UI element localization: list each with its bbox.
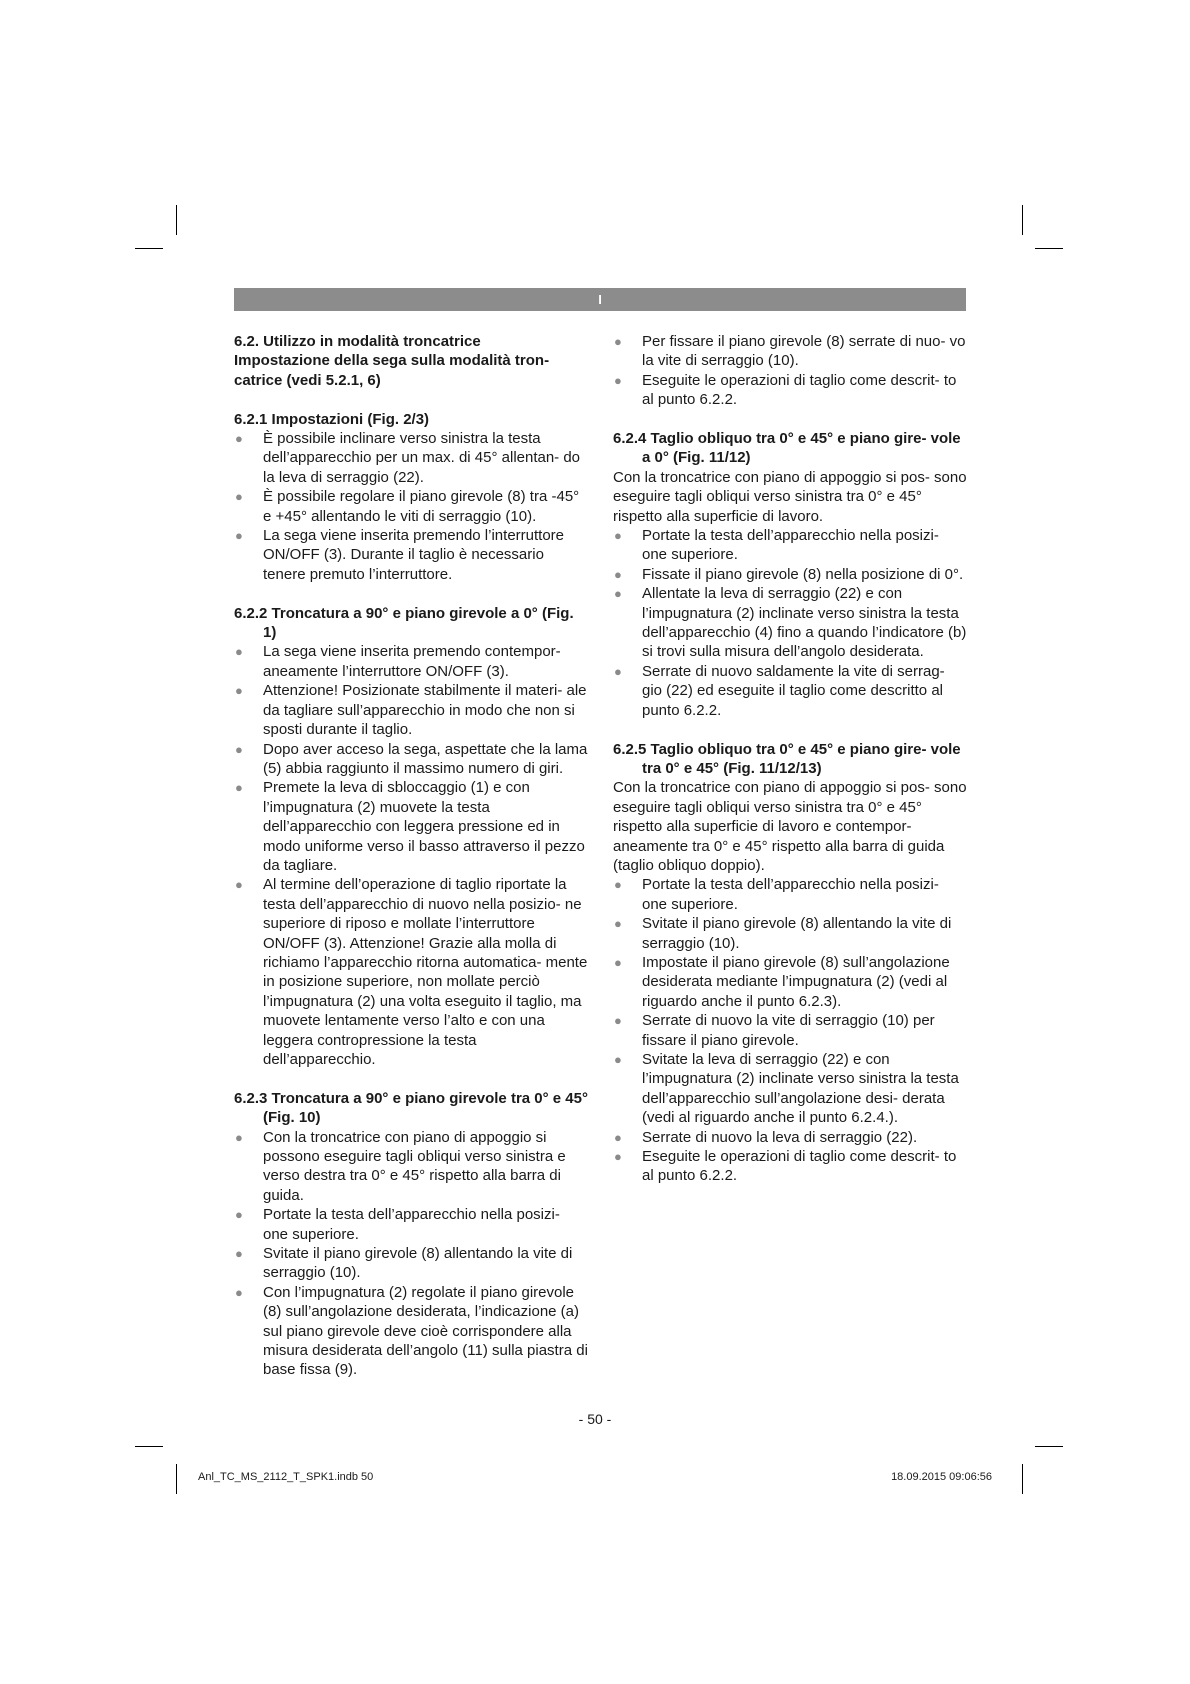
list-item: ● Con l’impugnatura (2) regolate il piano girevole (8) sull’angolazione desiderata, l’indicazione (a) sul piano girevole deve cioè corrispondere alla misura desiderata dell’angolo (11) sulla piastra di base fissa (9). — [235, 1283, 588, 1379]
bullet-icon: ● — [614, 586, 622, 602]
bullet-list — [613, 875, 968, 1186]
bullet-icon: ● — [235, 644, 243, 660]
list-item: ● Svitate la leva di serraggio (22) e con l’impugnatura (2) inclinate verso sinistra la testa dell’apparecchio sull’angolazione desi- derata (vedi al riguardo anche il punto 6.2.4.). — [614, 1051, 959, 1127]
section-intro: Con la troncatrice con piano di appoggio si pos- sono eseguire tagli obliqui verso sinistra tra 0° e 45° rispetto alla superficie di lavoro. — [613, 468, 967, 525]
bullet-icon: ● — [235, 431, 243, 447]
bullet-icon: ● — [614, 1013, 622, 1029]
left-column — [234, 332, 589, 1380]
section-title: 6.2.3 Troncatura a 90° e piano girevole tra 0° e 45° (Fig. 10) — [234, 1089, 588, 1127]
list-item: ● Serrate di nuovo la vite di serraggio (10) per fissare il piano girevole. — [614, 1012, 935, 1049]
bullet-icon: ● — [235, 780, 243, 796]
crop-mark — [135, 1446, 163, 1447]
list-item: ● Dopo aver acceso la sega, aspettate che la lama (5) abbia raggiunto il massimo numero di giri. — [235, 740, 588, 777]
bullet-icon: ● — [235, 489, 243, 505]
bullet-icon: ● — [235, 1284, 243, 1300]
list-item: ● Eseguite le operazioni di taglio come descrit- to al punto 6.2.2. — [614, 1148, 957, 1185]
bullet-icon: ● — [614, 372, 622, 388]
language-header-bar — [234, 288, 966, 311]
list-item: ● Fissate il piano girevole (8) nella posizione di 0°. — [614, 565, 964, 583]
bullet-icon: ● — [235, 877, 243, 893]
crop-mark — [176, 205, 177, 235]
list-item: ● Portate la testa dell’apparecchio nella posizi- one superiore. — [235, 1206, 560, 1243]
page-number: - 50 - — [578, 1411, 612, 1427]
bullet-icon: ● — [614, 954, 622, 970]
footer-file-name: Anl_TC_MS_2112_T_SPK1.indb 50 — [198, 1471, 374, 1483]
section-6-2-3-continued — [613, 332, 968, 410]
list-item: ● Svitate il piano girevole (8) allentando la vite di serraggio (10). — [614, 915, 952, 952]
bullet-icon: ● — [614, 1149, 622, 1165]
list-item: ● Serrate di nuovo saldamente la vite di serrag- gio (22) ed eseguite il taglio come descritto al punto 6.2.2. — [614, 662, 945, 719]
crop-mark — [1035, 1446, 1063, 1447]
bullet-icon: ● — [614, 1129, 622, 1145]
list-item: ● Svitate il piano girevole (8) allentando la vite di serraggio (10). — [235, 1245, 573, 1282]
section-6-2-5 — [613, 740, 968, 1186]
list-item: ● Allentate la leva di serraggio (22) e con l’impugnatura (2) inclinate verso sinistra la testa dell’apparecchio (4) fino a quando l’indicatore (b) si trovi sulla misura dell’angolo desiderata. — [614, 585, 967, 661]
section-intro: Con la troncatrice con piano di appoggio si pos- sono eseguire tagli obliqui verso sinistra tra 0° e 45° rispetto alla superficie di lavoro e contempor- aneamente tra 0° e 45° rispetto alla barra di guida (taglio obliquo doppio). — [613, 779, 967, 874]
bullet-icon: ● — [614, 528, 622, 544]
section-title: 6.2.4 Taglio obliquo tra 0° e 45° e piano gire- vole a 0° (Fig. 11/12) — [613, 430, 961, 467]
list-item: ● Portate la testa dell’apparecchio nella posizi- one superiore. — [614, 876, 939, 913]
section-title: 6.2.2 Troncatura a 90° e piano girevole a 0° (Fig. 1) — [234, 604, 574, 642]
bullet-list — [234, 429, 589, 584]
bullet-icon: ● — [614, 334, 622, 349]
bullet-icon: ● — [614, 566, 622, 582]
right-column — [613, 332, 968, 1186]
title-line: catrice (vedi 5.2.1, 6) — [234, 371, 381, 389]
bullet-icon: ● — [235, 1246, 243, 1262]
list-item: ● La sega viene inserita premendo contempor- aneamente l’interruttore ON/OFF (3). — [235, 643, 561, 680]
list-item: ● Portate la testa dell’apparecchio nella posizi- one superiore. — [614, 527, 939, 564]
section-title — [234, 332, 589, 390]
crop-mark — [176, 1464, 177, 1494]
bullet-icon: ● — [614, 663, 622, 679]
bullet-icon: ● — [235, 683, 243, 699]
crop-mark — [1022, 1464, 1023, 1494]
bullet-icon: ● — [235, 1207, 243, 1223]
list-item: ● La sega viene inserita premendo l’interruttore ON/OFF (3). Durante il taglio è necessario tenere premuto l’interruttore. — [235, 527, 565, 583]
bullet-list — [234, 1128, 589, 1380]
section-6-2-2 — [234, 604, 589, 1070]
list-item: ● Con la troncatrice con piano di appoggio si possono eseguire tagli obliqui verso sinistra e verso destra tra 0° e 45° rispetto alla barra di guida. — [235, 1128, 566, 1204]
list-item: ● Impostate il piano girevole (8) sull’angolazione desiderata mediante l’impugnatura (2) (vedi al riguardo anche il punto 6.2.3). — [614, 953, 950, 1010]
bullet-list — [613, 332, 968, 410]
section-6-2-4 — [613, 429, 968, 720]
bullet-icon: ● — [614, 916, 622, 932]
list-item: ● Premete la leva di sbloccaggio (1) e con l’impugnatura (2) muovete la testa dell’apparecchio con leggera pressione ed in modo uniforme verso il basso attraverso il pezzo da tagliare. — [235, 779, 585, 874]
section-title: 6.2.5 Taglio obliquo tra 0° e 45° e piano gire- vole tra 0° e 45° (Fig. 11/12/13) — [613, 740, 961, 777]
list-item: ● Serrate di nuovo la leva di serraggio (22). — [614, 1128, 918, 1146]
title-line: Impostazione della sega sulla modalità tron- — [234, 352, 550, 370]
title-line: 6.2. Utilizzo in modalità troncatrice — [234, 333, 481, 350]
bullet-icon: ● — [235, 741, 243, 757]
bullet-list — [234, 642, 589, 1069]
crop-mark — [135, 248, 163, 249]
language-label: I — [598, 292, 602, 307]
list-item: ● È possibile inclinare verso sinistra la testa dell’apparecchio per un max. di 45° allentan- do la leva di serraggio (22). — [235, 430, 581, 486]
bullet-icon: ● — [235, 1129, 243, 1145]
bullet-icon: ● — [235, 528, 243, 544]
section-6-2-1 — [234, 410, 589, 585]
list-item: ● Attenzione! Posizionate stabilmente il materi- ale da tagliare sull’apparecchio in modo che non si sposti durante il taglio. — [235, 682, 587, 739]
bullet-list — [613, 526, 968, 720]
section-title: 6.2.1 Impostazioni (Fig. 2/3) — [234, 410, 430, 428]
list-item: ● Per fissare il piano girevole (8) serrate di nuo- vo la vite di serraggio (10). — [614, 333, 966, 370]
crop-mark — [1035, 248, 1063, 249]
bullet-icon: ● — [614, 1052, 622, 1067]
list-item: ● Eseguite le operazioni di taglio come descrit- to al punto 6.2.2. — [614, 371, 957, 409]
section-6-2-3 — [234, 1089, 589, 1380]
list-item: ● Al termine dell’operazione di taglio riportate la testa dell’apparecchio di nuovo nella posizio- ne superiore di riposo e mollate l’interruttore ON/OFF (3). Attenzione! Grazie alla molla di richiamo l’apparecchio ritorna automatica- mente in posizione superiore, non mollate perciò l’impugnatura (2) una volta eseguito il taglio, ma muovete lentamente verso l’alto e con una leggera contropressione la testa dell’apparecchio. — [235, 876, 588, 1068]
footer-timestamp: 18.09.2015 09:06:56 — [891, 1471, 992, 1483]
bullet-icon: ● — [614, 877, 622, 893]
section-6-2 — [234, 332, 589, 390]
list-item: ● È possibile regolare il piano girevole (8) tra -45° e +45° allentando le viti di serraggio (10). — [235, 488, 580, 525]
crop-mark — [1022, 205, 1023, 235]
